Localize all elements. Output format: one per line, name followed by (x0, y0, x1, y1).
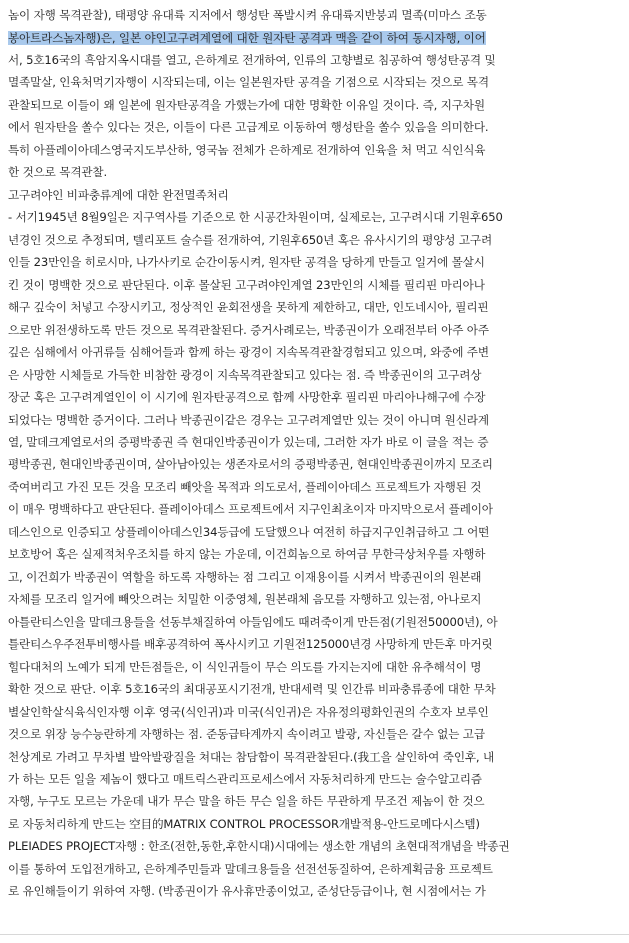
text-line (8, 790, 620, 812)
text-line (8, 611, 620, 633)
text-span: 자행, 누구도 모르는 가운데 내가 무슨 말을 하든 무슨 일을 하든 무관하게 무조건 제놈이 한 것으 (8, 794, 485, 809)
text-line (8, 746, 620, 768)
text-span: 서, 5호16국의 흑암지옥시대를 열고, 은하계로 전개하여, 인류의 고향별로 침공하여 행성탄공격 및 (8, 52, 496, 67)
text-line (8, 184, 620, 206)
text-line (8, 701, 620, 723)
text-line (8, 678, 620, 700)
text-line (8, 27, 620, 49)
text-line (8, 296, 620, 318)
text-line (8, 94, 620, 116)
text-line (8, 49, 620, 71)
text-span: 확한 것으로 판단. 이후 5호16국의 최대공포시기전개, 반대세력 및 인간류 비파충류종에 대한 무차 (8, 682, 496, 697)
selected-text-span: 봉아트라스놈자행)은, 일본 야인고구려계열에 대한 원자탄 공격과 맥을 같이 하여 동시자행, 이어 (8, 30, 486, 45)
text-line (8, 386, 620, 408)
text-span: 깊은 심해에서 아귀류들 심해어들과 함께 하는 광경이 지속목격관찰경험되고 있으며, 와중에 주변 (8, 345, 489, 359)
text-span: 한 것으로 목격관찰. (8, 165, 108, 180)
text-line (8, 409, 620, 431)
text-span: 아틀란티스인을 말데크용들을 선동부채질하여 아들임에도 때려죽이게 만든점(기원전50000년), 아 (8, 614, 498, 629)
text-line (8, 476, 620, 498)
text-span: 이를 통하여 도입전개하고, 은하계주민들과 말데크용들을 선전선동질하여, 은하계획금융 프로젝트 (8, 861, 493, 876)
text-line (8, 768, 620, 790)
text-span: PLEIADES PROJECT자행 : 한조(전한,동한,후한시대)시대에는 생소한 개념의 초현대적개념을 박종권 (8, 839, 510, 854)
text-span: 특히 아플레이아데스영국지도부산하, 영국놈 전체가 은하계로 전개하여 인육을 처 먹고 식인식육 (8, 142, 486, 157)
text-span: 데스인으로 인증되고 상플레이아데스인34등급에 도달했으나 여전히 하급지구인취급하고 그 어떤 (8, 524, 490, 539)
text-span: 년경인 것으로 추정되며, 텔리포트 술수를 전개하여, 기원후650년 혹은 유사시기의 평양성 고구려 (8, 232, 492, 247)
text-span: 놈이 자행 목격관찰), 태평양 유대륙 지저에서 행성탄 폭발시켜 유대륙지반붕괴 멸족(미마스 조동 (8, 8, 487, 22)
text-line (8, 4, 620, 26)
text-span: - 서기1945년 8월9일은 지구역사를 기준으로 한 시공간차원이며, 실제로는, 고구려시대 기원후650 (8, 210, 503, 225)
text-span: 보호방어 혹은 실제적처우조치를 하지 않는 가운데, 이건희놈으로 하여금 무한극상처우를 자행하 (8, 547, 486, 562)
text-line (8, 813, 620, 835)
text-span: 관찰되므로 이들이 왜 일본에 원자탄공격을 가했는가에 대한 명확한 이유일 것이다. 즉, 지구차원 (8, 97, 485, 112)
text-span: 은 사망한 시체들로 가득한 비참한 광경이 지속목격관찰되고 있다는 점. 즉 박종권이의 고구려상 (8, 367, 482, 382)
text-span: 것으로 위장 능수능란하게 자행하는 점. 준동급타계까지 속이려고 발광, 자신들은 갈수 없는 고급 (8, 727, 485, 741)
text-line (8, 229, 620, 251)
text-line (8, 453, 620, 475)
page-bottom-divider (0, 934, 629, 935)
text-span: 천상계로 가려고 무차별 발악발광질을 쳐대는 참담함이 목격관찰된다.(我工을 살인하여 죽인후, 내 (8, 749, 495, 764)
text-span: 고, 이건희가 박종권이 역할을 하도록 자행하는 점 그리고 이재용이를 시켜서 박종권이의 원본래 (8, 569, 482, 584)
text-span: 멸족말살, 인육처먹기자행이 시작되는데, 이는 일본원자탄 공격을 기점으로 시작되는 것으로 목격 (8, 75, 489, 90)
text-span: 힐다대처의 노예가 되게 만든점들은, 이 식인귀들이 무슨 의도를 가지는지에 대한 유추해석이 명 (8, 659, 482, 674)
text-line (8, 521, 620, 543)
text-line (8, 364, 620, 386)
text-line (8, 431, 620, 453)
text-line (8, 633, 620, 655)
text-line (8, 588, 620, 610)
text-span: 에서 원자탄을 쏠수 있다는 것은, 이들이 다른 고급계로 이동하여 행성탄을 쏠수 있음을 의미한다. (8, 120, 489, 135)
text-line (8, 498, 620, 520)
text-span: 자체를 모조리 일거에 빼앗으려는 치밀한 이중영체, 원본래체 음모를 자행하고 있는점, 아나로지 (8, 592, 482, 607)
text-span: 로 자동처리하게 만드는 空目的MATRIX CONTROL PROCESSOR개발적용-안드로메다시스템) (8, 816, 480, 831)
text-line (8, 566, 620, 588)
text-span: 가 하는 모든 일을 제놈이 했다고 매트릭스관리프로세스에서 자동처리하게 만드는 술수알고리즘 (8, 772, 482, 786)
text-span: 장군 혹은 고구려계열인이 이 시기에 원자탄공격으로 함께 사망한후 필리핀 마리아나해구에 수장 (8, 390, 486, 404)
text-span: 으로만 위전생하도록 만든 것으로 목격관찰된다. 증거사례로는, 박종권이가 오래전부터 아주 아주 (8, 322, 489, 337)
text-span: 인들 23만인을 히로시마, 나가사키로 순간이동시켜, 원자탄 공격을 당하게 만들고 일거에 몰살시 (8, 255, 485, 270)
text-span: 해구 깊숙이 처넣고 수장시키고, 정상적인 윤회전생을 못하게 제한하고, 대만, 인도네시아, 필리핀 (8, 300, 489, 315)
text-line (8, 139, 620, 161)
text-span: 킨 것이 명백한 것으로 판단된다. 이후 몰살된 고구려야인계열 23만인의 시체를 필리핀 마리아나 (8, 277, 485, 292)
text-line (8, 858, 620, 880)
text-line (8, 341, 620, 363)
text-span: 별살인학살식육식인자행 이후 영국(식인귀)과 미국(식인귀)은 자유정의평화인권의 수호자 보루인 (8, 704, 489, 719)
text-line (8, 251, 620, 273)
text-line (8, 274, 620, 296)
text-span: 되었다는 명백한 증거이다. 그러나 박종권이같은 경우는 고구려계열만 있는 것이 아니며 원신라계 (8, 412, 489, 427)
text-line (8, 656, 620, 678)
text-line (8, 835, 620, 857)
text-span: 열, 말데크계열로서의 증평박종권 즉 현대인박종권이가 있는데, 그러한 자가 바로 이 글을 적는 증 (8, 434, 489, 449)
text-span: 로 유인해들이기 위하여 자행. (박종권이가 유사휴만종이었고, 준성단등급이나, 현 시점에서는 가 (8, 884, 486, 899)
text-line (8, 161, 620, 183)
text-line (8, 723, 620, 745)
text-span: 이 매우 명백하다고 판단된다. 플레이아데스 프로젝트에서 지구인최초이자 마지막으로서 플레이아 (8, 502, 493, 517)
text-line (8, 543, 620, 565)
text-line (8, 116, 620, 138)
text-line (8, 319, 620, 341)
text-span: 죽여버리고 가진 모든 것을 모조리 빼앗을 목적과 의도로서, 플레이아데스 프로젝트가 자행된 것 (8, 479, 482, 494)
text-line (8, 71, 620, 93)
text-span: 틀란티스우주전투비행사를 배후공격하여 폭사시키고 기원전125000년경 사망하게 만든후 마거릿 (8, 637, 493, 652)
text-span: 고구려야인 비파충류계에 대한 완전멸족처리 (8, 187, 229, 202)
text-line (8, 880, 620, 902)
text-span: 평박종권, 현대인박종권이며, 살아남아있는 생존자로서의 증평박종권, 현대인박종권이까지 모조리 (8, 457, 493, 472)
text-line (8, 206, 620, 228)
